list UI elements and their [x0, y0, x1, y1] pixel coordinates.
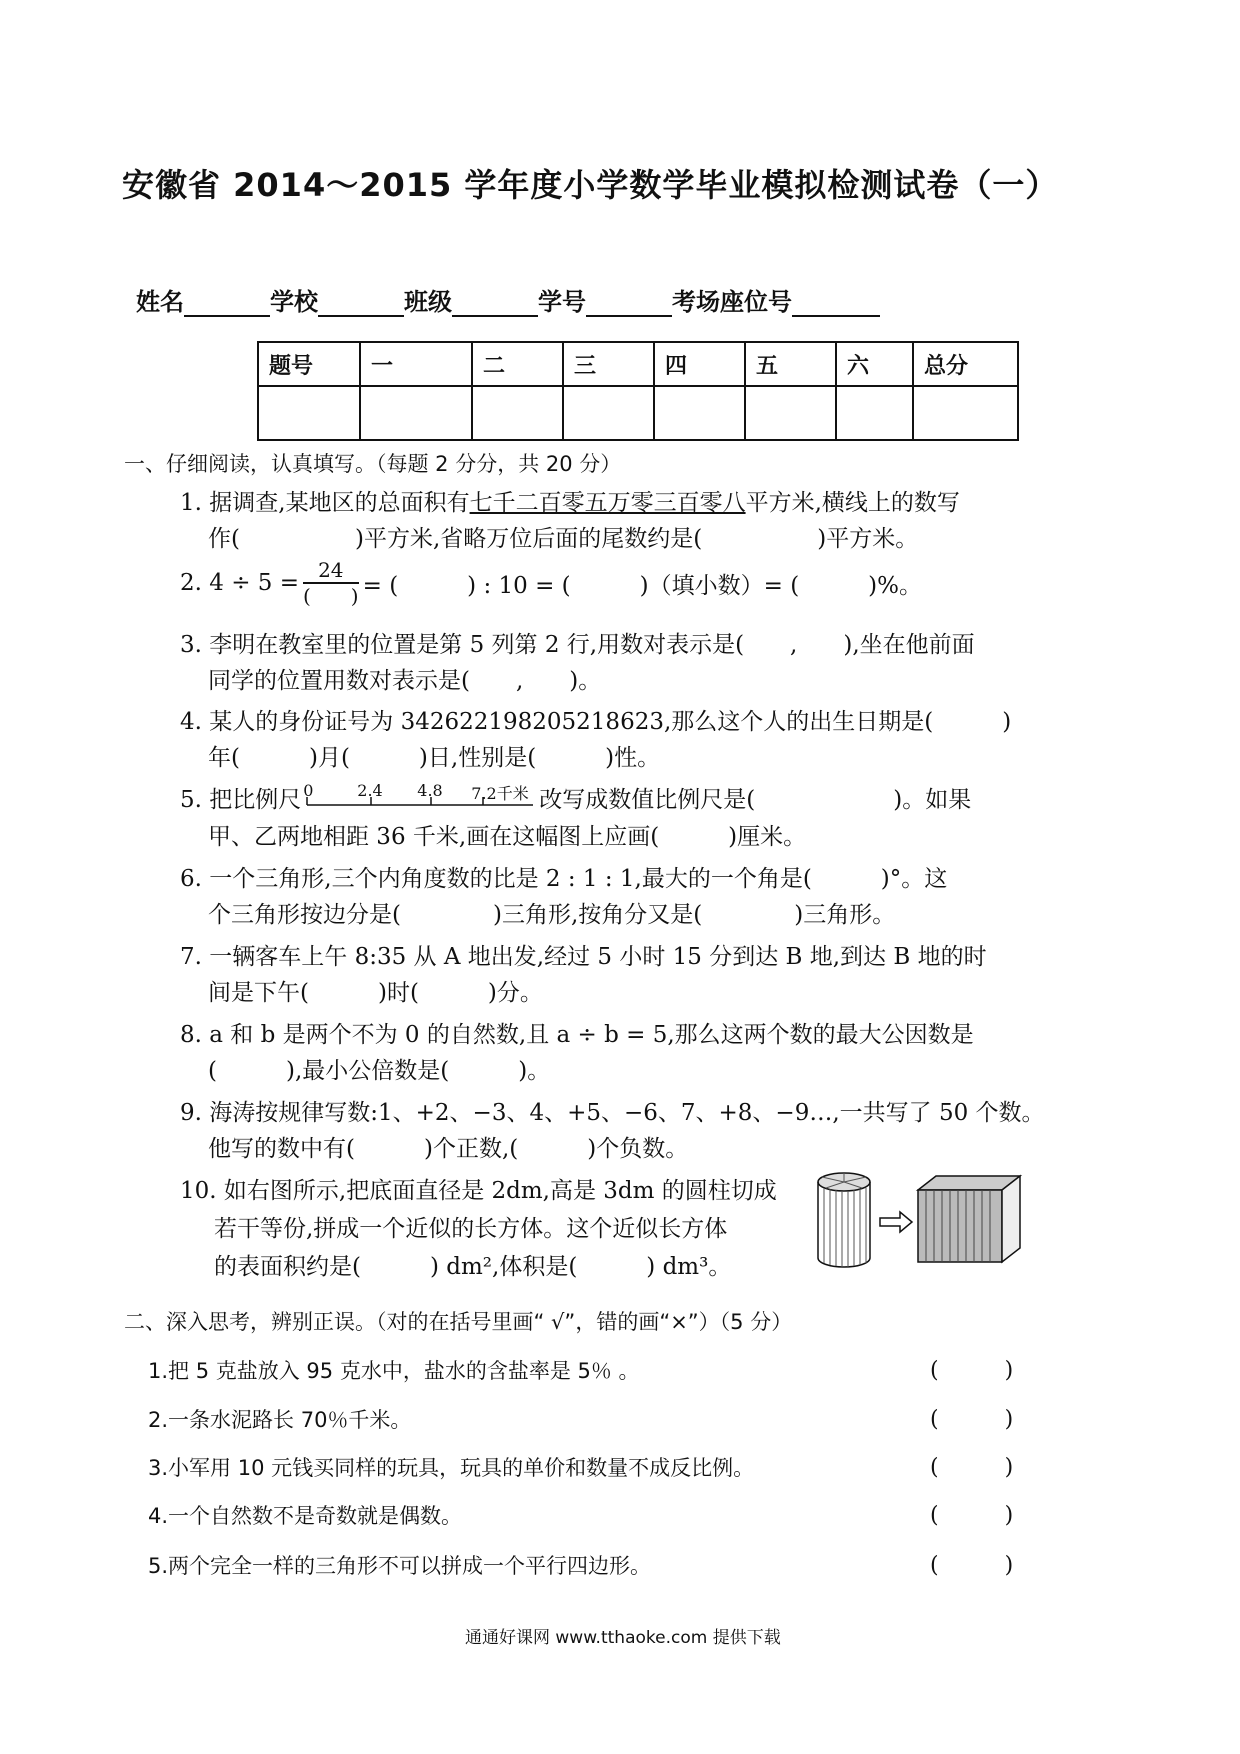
q2-suffix: = ( ) : 10 = ( )（填小数）= ( )%。: [362, 572, 922, 599]
q5-text-b: 改写成数值比例尺是( )。如果: [539, 787, 972, 813]
question-5-line1: [180, 781, 971, 814]
section1-heading: 一、仔细阅读，认真填写。（每题 2 分分，共 20 分）: [124, 452, 622, 476]
question-6-line2: 个三角形按边分是( )三角形,按角分又是( )三角形。: [208, 902, 896, 928]
q2-denominator[interactable]: ( ): [303, 584, 359, 608]
question-3-line2: 同学的位置用数对表示是( , )。: [208, 668, 602, 694]
q2-numerator: 24: [303, 560, 359, 584]
scale-tick-label: 7.2千米: [471, 783, 529, 803]
q2-prefix: 2. 4 ÷ 5 =: [180, 570, 299, 596]
class-blank[interactable]: [452, 291, 538, 317]
q1-text-b: 平方米,横线上的数写: [745, 490, 960, 516]
question-7-line1: 7. 一辆客车上午 8:35 从 A 地出发,经过 5 小时 15 分到达 B 地,到达 B 地的时: [180, 944, 987, 970]
section2-heading: 二、深入思考，辨别正误。（对的在括号里画“ √”，错的画“×”）（5 分）: [124, 1310, 793, 1334]
score-cell[interactable]: [472, 386, 563, 440]
judge-item: 3.小军用 10 元钱买同样的玩具，玩具的单价和数量不成反比例。: [148, 1456, 755, 1480]
score-cell[interactable]: [563, 386, 654, 440]
score-header-cell: 六: [836, 342, 913, 386]
school-blank[interactable]: [318, 291, 404, 317]
judge-item: 5.两个完全一样的三角形不可以拼成一个平行四边形。: [148, 1554, 652, 1578]
score-value-row: [258, 386, 1018, 440]
scale-tick-label: 2.4: [357, 780, 383, 800]
footer-credit: 通通好课网 www.tthaoke.com 提供下载: [465, 1628, 781, 1648]
name-blank[interactable]: [184, 291, 270, 317]
question-1-line2: 作( )平方米,省略万位后面的尾数约是( )平方米。: [208, 526, 919, 552]
cylinder-to-cuboid-figure: [812, 1168, 1028, 1276]
question-8-line1: 8. a 和 b 是两个不为 0 的自然数,且 a ÷ b = 5,那么这两个数的最大公因数是: [180, 1022, 974, 1048]
question-7-line2: 间是下午( )时( )分。: [208, 980, 543, 1006]
question-1-line1: [180, 484, 960, 517]
score-header-cell: 题号: [258, 342, 360, 386]
q1-text-a: 1. 据调查,某地区的总面积有: [180, 490, 470, 516]
judge-item: 1.把 5 克盐放入 95 克水中，盐水的含盐率是 5％ 。: [148, 1359, 640, 1383]
student-info-row: [136, 282, 880, 317]
scale-tick-label: 4.8: [417, 780, 443, 800]
score-cell[interactable]: [258, 386, 360, 440]
score-table: [257, 341, 1019, 441]
page-title: 安徽省 2014～2015 学年度小学数学毕业模拟检测试卷（一）: [122, 166, 1059, 204]
info-label-class: 班级: [404, 288, 452, 316]
score-header-cell: 五: [745, 342, 836, 386]
q5-text-a: 5. 把比例尺: [180, 787, 302, 813]
info-label-name: 姓名: [136, 288, 184, 316]
scale-bar: [301, 780, 539, 813]
q1-underlined-number: 七千二百零五万零三百零八: [469, 490, 746, 516]
judge-item: 4.一个自然数不是奇数就是偶数。: [148, 1504, 463, 1528]
score-cell[interactable]: [654, 386, 745, 440]
question-9-line1: 9. 海涛按规律写数:1、+2、−3、4、+5、−6、7、+8、−9…,一共写了 50 个数。: [180, 1100, 1045, 1126]
answer-parentheses[interactable]: ( ): [930, 1553, 1014, 1578]
answer-parentheses[interactable]: ( ): [930, 1407, 1014, 1432]
question-10-line3: 的表面积约是( ) dm²,体积是( ) dm³。: [214, 1254, 732, 1280]
answer-parentheses[interactable]: ( ): [930, 1358, 1014, 1383]
score-cell[interactable]: [745, 386, 836, 440]
score-cell[interactable]: [836, 386, 913, 440]
question-4-line1: 4. 某人的身份证号为 342622198205218623,那么这个人的出生日期是( ): [180, 709, 1012, 735]
student-id-blank[interactable]: [586, 291, 672, 317]
score-header-row: [258, 342, 1018, 386]
judge-item: 2.一条水泥路长 70％千米。: [148, 1408, 412, 1432]
question-4-line2: 年( )月( )日,性别是( )性。: [208, 745, 661, 771]
score-header-cell: 四: [654, 342, 745, 386]
question-2: [180, 560, 922, 606]
score-header-cell: 三: [563, 342, 654, 386]
question-8-line2: ( ),最小公倍数是( )。: [208, 1058, 551, 1084]
answer-parentheses[interactable]: ( ): [930, 1455, 1014, 1480]
question-10-line2: 若干等份,拼成一个近似的长方体。这个近似长方体: [214, 1216, 728, 1242]
score-header-cell: 总分: [913, 342, 1018, 386]
question-9-line2: 他写的数中有( )个正数,( )个负数。: [208, 1136, 689, 1162]
question-3-line1: 3. 李明在教室里的位置是第 5 列第 2 行,用数对表示是( , ),坐在他前面: [180, 632, 975, 658]
score-header-cell: 一: [360, 342, 472, 386]
info-label-seat: 考场座位号: [672, 288, 792, 316]
q2-fraction: [303, 560, 359, 606]
question-10-line1: 10. 如右图所示,把底面直径是 2dm,高是 3dm 的圆柱切成: [180, 1178, 777, 1204]
score-cell[interactable]: [913, 386, 1018, 440]
info-label-student-id: 学号: [538, 288, 586, 316]
question-6-line1: 6. 一个三角形,三个内角度数的比是 2 : 1 : 1,最大的一个角是( )°。这: [180, 866, 948, 892]
score-cell[interactable]: [360, 386, 472, 440]
scale-tick-label: 0: [303, 780, 314, 800]
answer-parentheses[interactable]: ( ): [930, 1503, 1014, 1528]
info-label-school: 学校: [270, 288, 318, 316]
question-5-line2: 甲、乙两地相距 36 千米,画在这幅图上应画( )厘米。: [208, 824, 807, 850]
seat-blank[interactable]: [792, 291, 880, 317]
score-header-cell: 二: [472, 342, 563, 386]
